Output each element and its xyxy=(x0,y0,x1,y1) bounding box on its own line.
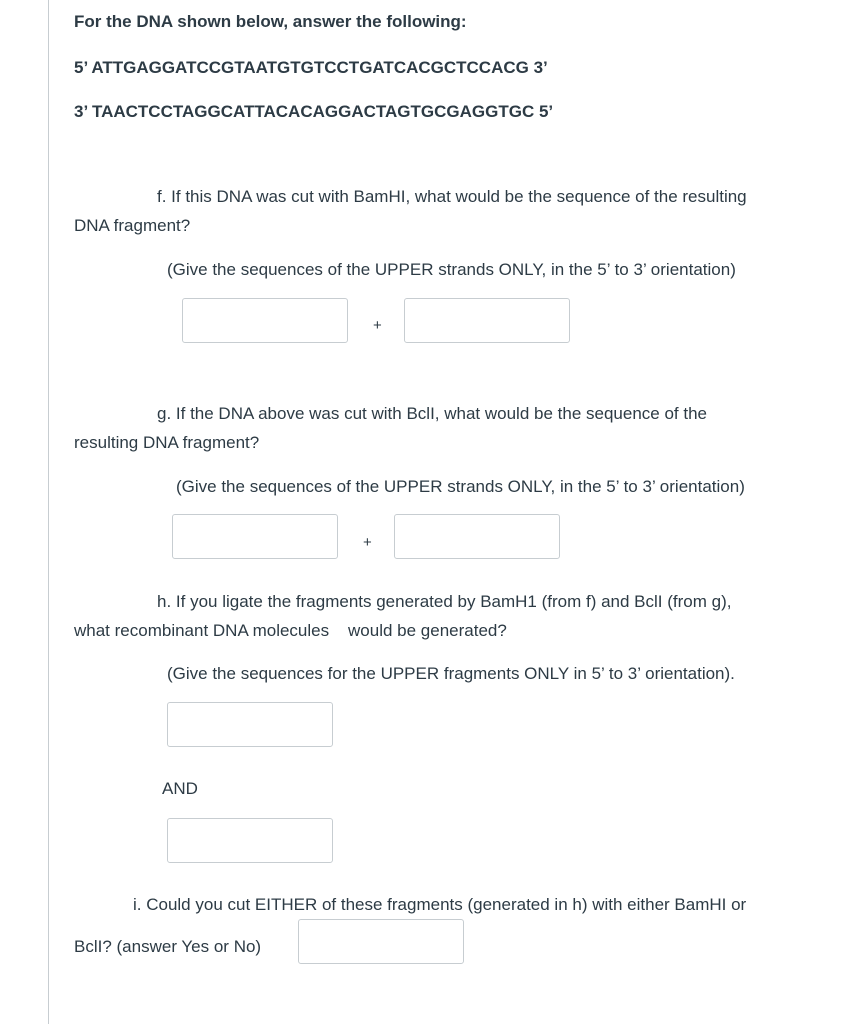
plus-sign: + xyxy=(373,317,382,334)
answer-g-fragment-1-input[interactable] xyxy=(172,514,338,559)
answer-h-molecule-2-input[interactable] xyxy=(167,818,333,863)
left-divider xyxy=(48,0,49,1024)
question-h-text-cont: what recombinant DNA molecules would be generated? xyxy=(74,621,507,640)
question-g-text: g. If the DNA above was cut with BclI, what would be the sequence of the xyxy=(157,404,707,423)
and-label: AND xyxy=(162,779,198,798)
question-f-text-cont: DNA fragment? xyxy=(74,216,191,235)
answer-f-fragment-2-input[interactable] xyxy=(404,298,570,343)
question-g-instruction: (Give the sequences of the UPPER strands ONLY, in the 5’ to 3’ orientation) xyxy=(176,477,745,496)
question-h-instruction: (Give the sequences for the UPPER fragments ONLY in 5’ to 3’ orientation). xyxy=(167,664,735,683)
question-i-text-cont: BclI? (answer Yes or No) xyxy=(74,937,262,956)
question-h-text: h. If you ligate the fragments generated by BamH1 (from f) and BclI (from g), xyxy=(157,592,732,611)
question-i-text: i. Could you cut EITHER of these fragments (generated in h) with either BamHI or xyxy=(133,895,747,914)
answer-i-yes-no-input[interactable] xyxy=(298,919,464,964)
dna-strand-bottom: 3’ TAACTCCTAGGCATTACACAGGACTAGTGCGAGGTGC 5’ xyxy=(74,102,554,121)
dna-strand-top: 5’ ATTGAGGATCCGTAATGTGTCCTGATCACGCTCCACG 3’ xyxy=(74,58,548,77)
question-g-text-cont: resulting DNA fragment? xyxy=(74,433,260,452)
plus-sign: + xyxy=(363,534,372,551)
question-f-text: f. If this DNA was cut with BamHI, what would be the sequence of the resulting xyxy=(157,187,747,206)
answer-h-molecule-1-input[interactable] xyxy=(167,702,333,747)
answer-f-fragment-1-input[interactable] xyxy=(182,298,348,343)
question-f-instruction: (Give the sequences of the UPPER strands ONLY, in the 5’ to 3’ orientation) xyxy=(167,260,736,279)
answer-g-fragment-2-input[interactable] xyxy=(394,514,560,559)
page-title: For the DNA shown below, answer the following: xyxy=(74,12,467,31)
